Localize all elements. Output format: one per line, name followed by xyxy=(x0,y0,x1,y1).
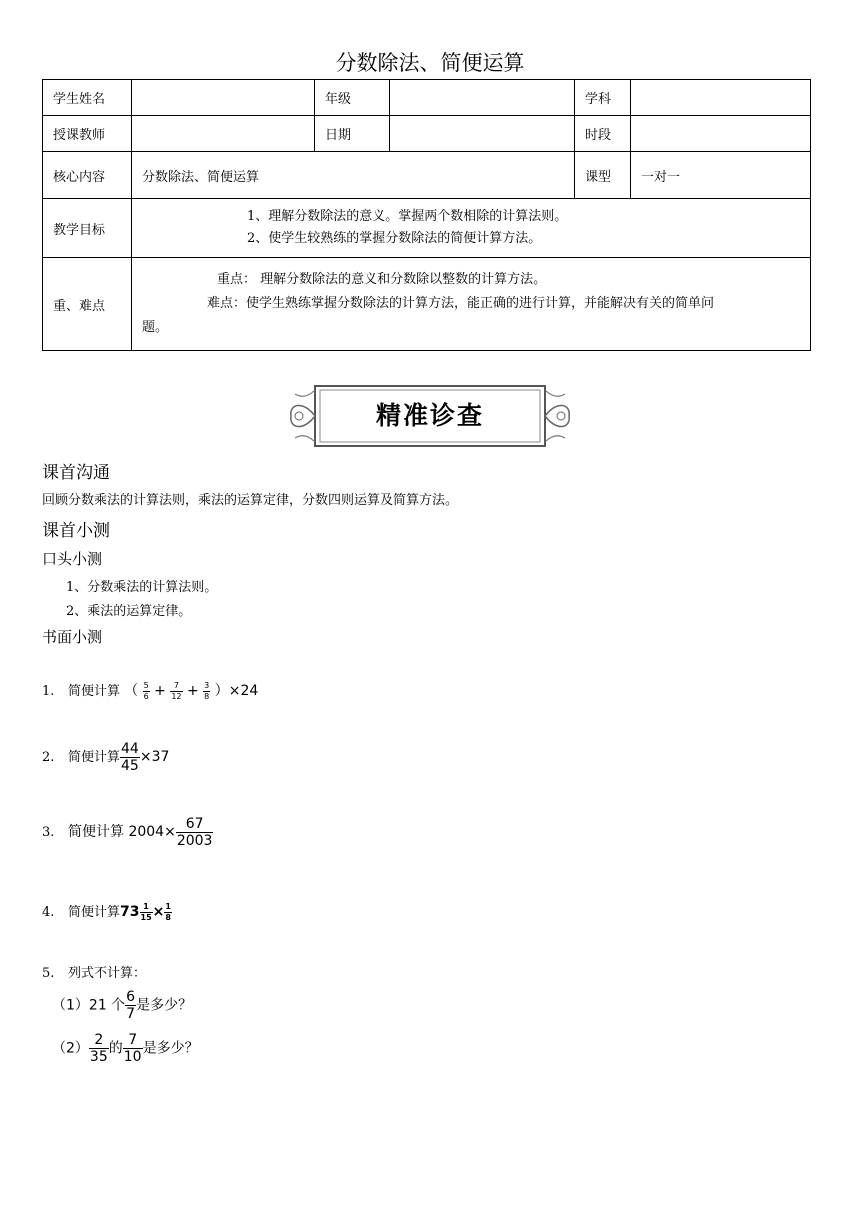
section-banner xyxy=(285,380,575,452)
question-number: 4. xyxy=(42,905,55,920)
denominator: 15 xyxy=(140,912,152,922)
period-label: 时段 xyxy=(575,116,631,152)
period-value[interactable] xyxy=(631,116,811,152)
operator: + xyxy=(154,683,166,699)
times-term: ×37 xyxy=(139,749,170,765)
fraction xyxy=(164,903,172,922)
question-label: 简便计算 xyxy=(68,684,121,699)
question-4 xyxy=(42,901,172,922)
section-text: 回顾分数乘法的计算法则，乘法的运算定律，分数四则运算及简算方法。 xyxy=(42,493,459,508)
fraction xyxy=(203,682,210,701)
numerator: 1 xyxy=(165,901,171,911)
teacher-label: 授课教师 xyxy=(43,116,132,152)
fraction xyxy=(143,682,150,701)
grade-value[interactable] xyxy=(390,80,575,116)
fraction xyxy=(170,682,182,701)
question-label: 列式不计算： xyxy=(68,966,147,981)
fraction xyxy=(120,742,140,773)
denominator: 2003 xyxy=(176,833,213,849)
fraction xyxy=(140,903,153,922)
key-label: 重、难点 xyxy=(43,258,132,351)
question-5-part-1 xyxy=(52,990,192,1021)
table-row xyxy=(43,258,811,351)
type-label: 课型 xyxy=(575,152,631,199)
expression xyxy=(176,816,214,849)
subsection-heading: 书面小测 xyxy=(42,628,103,646)
question-label: 简便计算 2004× xyxy=(68,824,176,840)
goal-item: 1、理解分数除法的意义。掌握两个数相除的计算法则。 xyxy=(247,209,568,224)
student-value[interactable] xyxy=(132,80,315,116)
fraction xyxy=(123,1033,143,1064)
denominator: 45 xyxy=(121,758,139,774)
table-row xyxy=(43,116,811,152)
numerator: 44 xyxy=(121,741,139,757)
question-1 xyxy=(42,680,258,701)
denominator: 6 xyxy=(143,691,149,701)
fraction xyxy=(176,817,214,848)
part-suffix: 是多少？ xyxy=(136,997,193,1014)
question-number: 1. xyxy=(42,684,55,699)
type-value: 一对一 xyxy=(631,152,811,199)
table-row xyxy=(43,152,811,199)
key-cell xyxy=(132,258,811,351)
subject-value[interactable] xyxy=(631,80,811,116)
operator: + xyxy=(186,683,199,699)
expression xyxy=(120,741,170,774)
denominator: 10 xyxy=(123,1049,142,1065)
numerator: 6 xyxy=(126,989,136,1005)
date-label: 日期 xyxy=(315,116,390,152)
denominator: 12 xyxy=(171,691,182,701)
goal-label: 教学目标 xyxy=(43,199,132,258)
table-row xyxy=(43,80,811,116)
fraction xyxy=(89,1033,109,1064)
numerator: 1 xyxy=(140,903,153,913)
grade-label: 年级 xyxy=(315,80,390,116)
goal-cell xyxy=(132,199,811,258)
operator: × xyxy=(152,904,165,920)
question-label: 简便计算 xyxy=(68,750,121,765)
table-row xyxy=(43,199,811,258)
question-2 xyxy=(42,742,169,773)
key-point: 重点： 理解分数除法的意义和分数除以整数的计算方法。 xyxy=(217,272,547,287)
numerator: 5 xyxy=(143,680,149,690)
question-5-part-2 xyxy=(52,1033,199,1064)
part-prefix: （1）21 个 xyxy=(52,997,126,1014)
difficult-point-cont: 题。 xyxy=(142,320,169,335)
numerator: 7 xyxy=(170,682,182,692)
info-table xyxy=(42,79,811,351)
question-number: 5. xyxy=(42,966,55,981)
expression xyxy=(120,901,172,922)
numerator: 2 xyxy=(89,1033,109,1049)
denominator: 8 xyxy=(165,912,171,922)
fraction xyxy=(125,990,136,1021)
goal-item: 2、使学生较熟练的掌握分数除法的简便计算方法。 xyxy=(247,231,542,246)
question-3 xyxy=(42,817,213,848)
question-5 xyxy=(42,962,146,981)
question-number: 2. xyxy=(42,750,55,765)
subject-label: 学科 xyxy=(575,80,631,116)
part-connector: 的 xyxy=(108,1040,123,1057)
section-heading: 课首小测 xyxy=(42,521,110,541)
part-prefix: （2） xyxy=(52,1040,89,1057)
list-item: 1、分数乘法的计算法则。 xyxy=(66,580,218,595)
denominator: 8 xyxy=(204,691,210,701)
date-value[interactable] xyxy=(390,116,575,152)
core-label: 核心内容 xyxy=(43,152,132,199)
banner-title: 精准诊查 xyxy=(375,401,484,430)
whole-number: 73 xyxy=(120,904,140,920)
part-suffix: 是多少？ xyxy=(142,1040,199,1057)
numerator: 3 xyxy=(204,680,210,690)
paren: （ xyxy=(124,683,139,699)
difficult-point: 难点：使学生熟练掌握分数除法的计算方法，能正确的进行计算，并能解决有关的简单问 xyxy=(207,296,715,311)
list-item: 2、乘法的运算定律。 xyxy=(66,604,192,619)
numerator: 67 xyxy=(176,817,214,833)
question-label: 简便计算 xyxy=(68,905,121,920)
page-title: 分数除法、简便运算 xyxy=(335,51,525,75)
denominator: 7 xyxy=(126,1006,136,1022)
denominator: 35 xyxy=(89,1049,108,1065)
core-value: 分数除法、简便运算 xyxy=(132,152,575,199)
student-label: 学生姓名 xyxy=(43,80,132,116)
paren-times: ）×24 xyxy=(214,683,259,699)
teacher-value[interactable] xyxy=(132,116,315,152)
question-number: 3. xyxy=(42,825,55,840)
numerator: 7 xyxy=(123,1033,143,1049)
expression xyxy=(124,680,259,701)
section-heading: 课首沟通 xyxy=(42,463,110,483)
subsection-heading: 口头小测 xyxy=(42,550,103,568)
